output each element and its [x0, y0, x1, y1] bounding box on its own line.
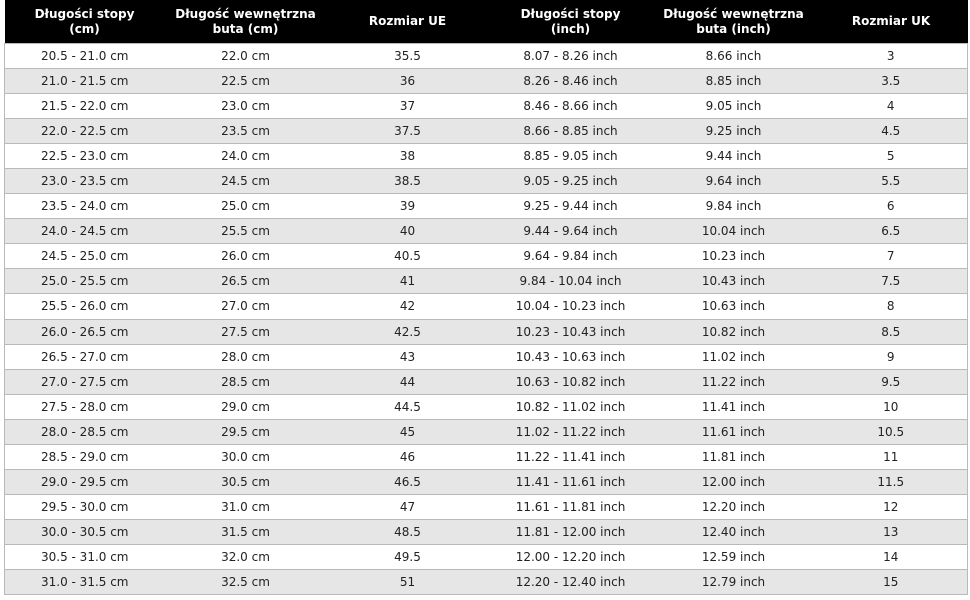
table-cell-inner-length-cm: 26.5 cm [165, 269, 327, 294]
table-cell-foot-length-cm: 27.0 - 27.5 cm [5, 369, 165, 394]
table-cell-foot-length-cm: 28.0 - 28.5 cm [5, 419, 165, 444]
column-header-line: Długości stopy [34, 6, 135, 21]
table-cell-inner-length-inch: 11.81 inch [653, 444, 815, 469]
table-cell-size-uk: 11.5 [815, 469, 968, 494]
table-cell-foot-length-inch: 8.66 - 8.85 inch [489, 119, 653, 144]
table-row [5, 419, 968, 444]
column-header-inner-length-cm [165, 0, 327, 44]
table-cell-foot-length-inch: 8.46 - 8.66 inch [489, 94, 653, 119]
table-cell-size-uk: 13 [815, 519, 968, 544]
table-cell-inner-length-cm: 31.5 cm [165, 519, 327, 544]
table-row [5, 469, 968, 494]
table-cell-foot-length-inch: 11.41 - 11.61 inch [489, 469, 653, 494]
table-cell-size-eu: 41 [327, 269, 489, 294]
column-header-line: Długość wewnętrzna [175, 6, 316, 21]
table-cell-foot-length-inch: 11.22 - 11.41 inch [489, 444, 653, 469]
table-cell-inner-length-inch: 9.84 inch [653, 194, 815, 219]
table-cell-foot-length-cm: 20.5 - 21.0 cm [5, 44, 165, 69]
table-cell-foot-length-inch: 8.07 - 8.26 inch [489, 44, 653, 69]
table-row [5, 394, 968, 419]
table-cell-inner-length-cm: 29.0 cm [165, 394, 327, 419]
table-cell-size-uk: 3 [815, 44, 968, 69]
table-cell-inner-length-inch: 10.23 inch [653, 244, 815, 269]
table-cell-inner-length-inch: 12.00 inch [653, 469, 815, 494]
table-row [5, 544, 968, 569]
table-cell-size-uk: 11 [815, 444, 968, 469]
table-cell-size-eu: 36 [327, 69, 489, 94]
table-cell-inner-length-cm: 22.0 cm [165, 44, 327, 69]
table-cell-inner-length-cm: 23.5 cm [165, 119, 327, 144]
table-cell-inner-length-inch: 11.61 inch [653, 419, 815, 444]
table-cell-size-eu: 48.5 [327, 519, 489, 544]
table-cell-inner-length-cm: 25.0 cm [165, 194, 327, 219]
column-header-line: buta (cm) [212, 21, 279, 36]
table-row [5, 219, 968, 244]
table-row [5, 519, 968, 544]
table-cell-inner-length-cm: 30.5 cm [165, 469, 327, 494]
table-cell-foot-length-cm: 29.0 - 29.5 cm [5, 469, 165, 494]
table-row [5, 144, 968, 169]
table-cell-foot-length-cm: 26.0 - 26.5 cm [5, 319, 165, 344]
table-cell-inner-length-cm: 32.5 cm [165, 569, 327, 594]
table-row [5, 194, 968, 219]
table-cell-foot-length-inch: 12.20 - 12.40 inch [489, 569, 653, 594]
table-cell-size-eu: 37 [327, 94, 489, 119]
table-cell-inner-length-cm: 27.5 cm [165, 319, 327, 344]
column-header-line: Rozmiar UE [368, 14, 447, 28]
table-cell-foot-length-inch: 8.26 - 8.46 inch [489, 69, 653, 94]
table-cell-inner-length-inch: 10.82 inch [653, 319, 815, 344]
table-row [5, 44, 968, 69]
table-cell-size-eu: 40 [327, 219, 489, 244]
table-cell-inner-length-inch: 9.44 inch [653, 144, 815, 169]
table-cell-size-uk: 8.5 [815, 319, 968, 344]
table-cell-foot-length-cm: 30.5 - 31.0 cm [5, 544, 165, 569]
header-row [5, 0, 968, 44]
table-cell-inner-length-inch: 9.64 inch [653, 169, 815, 194]
table-cell-foot-length-inch: 9.44 - 9.64 inch [489, 219, 653, 244]
table-cell-foot-length-inch: 9.84 - 10.04 inch [489, 269, 653, 294]
table-cell-foot-length-inch: 10.04 - 10.23 inch [489, 294, 653, 319]
table-row [5, 94, 968, 119]
table-cell-size-uk: 3.5 [815, 69, 968, 94]
table-cell-inner-length-cm: 31.0 cm [165, 494, 327, 519]
table-row [5, 569, 968, 594]
table-cell-inner-length-cm: 27.0 cm [165, 294, 327, 319]
table-cell-inner-length-inch: 11.22 inch [653, 369, 815, 394]
table-cell-size-uk: 9.5 [815, 369, 968, 394]
table-cell-foot-length-cm: 29.5 - 30.0 cm [5, 494, 165, 519]
table-cell-inner-length-cm: 26.0 cm [165, 244, 327, 269]
column-header-line: (inch) [550, 21, 591, 36]
column-header-line: buta (inch) [696, 21, 771, 36]
table-cell-foot-length-cm: 23.5 - 24.0 cm [5, 194, 165, 219]
column-header-line: Długości stopy [520, 6, 621, 21]
table-cell-foot-length-cm: 25.5 - 26.0 cm [5, 294, 165, 319]
table-row [5, 269, 968, 294]
table-row [5, 169, 968, 194]
table-cell-foot-length-cm: 27.5 - 28.0 cm [5, 394, 165, 419]
table-cell-foot-length-inch: 10.23 - 10.43 inch [489, 319, 653, 344]
table-cell-inner-length-inch: 12.20 inch [653, 494, 815, 519]
table-row [5, 294, 968, 319]
table-cell-inner-length-inch: 8.66 inch [653, 44, 815, 69]
column-header-line: Długość wewnętrzna [663, 6, 804, 21]
table-cell-size-eu: 42 [327, 294, 489, 319]
table-cell-inner-length-cm: 30.0 cm [165, 444, 327, 469]
table-cell-inner-length-inch: 9.25 inch [653, 119, 815, 144]
column-header-inner-length-inch [653, 0, 815, 44]
table-cell-foot-length-inch: 8.85 - 9.05 inch [489, 144, 653, 169]
table-cell-inner-length-cm: 22.5 cm [165, 69, 327, 94]
table-cell-size-uk: 8 [815, 294, 968, 319]
table-cell-foot-length-inch: 10.43 - 10.63 inch [489, 344, 653, 369]
table-cell-foot-length-cm: 21.0 - 21.5 cm [5, 69, 165, 94]
table-cell-foot-length-cm: 28.5 - 29.0 cm [5, 444, 165, 469]
table-cell-size-uk: 5.5 [815, 169, 968, 194]
table-cell-size-eu: 38 [327, 144, 489, 169]
table-row [5, 494, 968, 519]
table-cell-size-uk: 10 [815, 394, 968, 419]
table-cell-size-uk: 6.5 [815, 219, 968, 244]
table-cell-inner-length-inch: 8.85 inch [653, 69, 815, 94]
table-cell-size-eu: 44.5 [327, 394, 489, 419]
table-cell-size-eu: 42.5 [327, 319, 489, 344]
table-cell-size-eu: 38.5 [327, 169, 489, 194]
table-cell-foot-length-cm: 24.5 - 25.0 cm [5, 244, 165, 269]
table-cell-foot-length-cm: 22.5 - 23.0 cm [5, 144, 165, 169]
table-cell-foot-length-inch: 10.82 - 11.02 inch [489, 394, 653, 419]
table-cell-size-eu: 37.5 [327, 119, 489, 144]
table-cell-inner-length-inch: 10.04 inch [653, 219, 815, 244]
table-cell-foot-length-cm: 24.0 - 24.5 cm [5, 219, 165, 244]
table-cell-size-eu: 49.5 [327, 544, 489, 569]
table-header [5, 0, 968, 44]
table-cell-inner-length-cm: 32.0 cm [165, 544, 327, 569]
table-cell-size-uk: 6 [815, 194, 968, 219]
table-cell-size-eu: 44 [327, 369, 489, 394]
table-cell-inner-length-inch: 12.59 inch [653, 544, 815, 569]
table-cell-size-uk: 10.5 [815, 419, 968, 444]
table-cell-foot-length-cm: 22.0 - 22.5 cm [5, 119, 165, 144]
table-cell-inner-length-inch: 10.63 inch [653, 294, 815, 319]
table-cell-foot-length-inch: 11.61 - 11.81 inch [489, 494, 653, 519]
table-cell-size-eu: 39 [327, 194, 489, 219]
table-cell-inner-length-cm: 28.0 cm [165, 344, 327, 369]
table-row [5, 444, 968, 469]
table-cell-foot-length-cm: 31.0 - 31.5 cm [5, 569, 165, 594]
table-cell-size-uk: 4 [815, 94, 968, 119]
table-cell-size-eu: 43 [327, 344, 489, 369]
table-cell-inner-length-inch: 12.79 inch [653, 569, 815, 594]
table-cell-size-eu: 35.5 [327, 44, 489, 69]
column-header-foot-length-inch [489, 0, 653, 44]
table-cell-size-uk: 7 [815, 244, 968, 269]
table-cell-size-uk: 5 [815, 144, 968, 169]
table-cell-inner-length-inch: 11.02 inch [653, 344, 815, 369]
table-cell-size-uk: 15 [815, 569, 968, 594]
table-cell-foot-length-inch: 9.05 - 9.25 inch [489, 169, 653, 194]
table-cell-foot-length-cm: 23.0 - 23.5 cm [5, 169, 165, 194]
table-row [5, 69, 968, 94]
table-cell-inner-length-cm: 29.5 cm [165, 419, 327, 444]
table-cell-inner-length-inch: 11.41 inch [653, 394, 815, 419]
table-cell-inner-length-cm: 28.5 cm [165, 369, 327, 394]
table-cell-foot-length-cm: 25.0 - 25.5 cm [5, 269, 165, 294]
column-header-foot-length-cm [5, 0, 165, 44]
column-header-line: (cm) [69, 21, 100, 36]
table-row [5, 119, 968, 144]
table-cell-inner-length-cm: 24.5 cm [165, 169, 327, 194]
table-cell-inner-length-cm: 23.0 cm [165, 94, 327, 119]
size-chart [4, 0, 967, 597]
column-header-line: Rozmiar UK [851, 14, 931, 28]
size-table [4, 0, 968, 595]
table-row [5, 319, 968, 344]
column-header-size-uk [815, 0, 968, 44]
table-cell-inner-length-cm: 24.0 cm [165, 144, 327, 169]
table-cell-foot-length-inch: 9.64 - 9.84 inch [489, 244, 653, 269]
table-cell-size-eu: 47 [327, 494, 489, 519]
table-cell-foot-length-cm: 21.5 - 22.0 cm [5, 94, 165, 119]
table-cell-size-uk: 4.5 [815, 119, 968, 144]
table-cell-foot-length-inch: 10.63 - 10.82 inch [489, 369, 653, 394]
table-cell-inner-length-inch: 12.40 inch [653, 519, 815, 544]
table-row [5, 344, 968, 369]
table-row [5, 244, 968, 269]
table-cell-size-eu: 45 [327, 419, 489, 444]
table-cell-size-uk: 12 [815, 494, 968, 519]
table-cell-foot-length-inch: 11.81 - 12.00 inch [489, 519, 653, 544]
table-cell-size-uk: 7.5 [815, 269, 968, 294]
table-cell-size-eu: 51 [327, 569, 489, 594]
table-cell-size-uk: 9 [815, 344, 968, 369]
table-cell-foot-length-inch: 11.02 - 11.22 inch [489, 419, 653, 444]
table-cell-foot-length-cm: 30.0 - 30.5 cm [5, 519, 165, 544]
table-cell-foot-length-inch: 12.00 - 12.20 inch [489, 544, 653, 569]
table-row [5, 369, 968, 394]
table-cell-size-uk: 14 [815, 544, 968, 569]
table-cell-foot-length-cm: 26.5 - 27.0 cm [5, 344, 165, 369]
table-cell-size-eu: 40.5 [327, 244, 489, 269]
column-header-size-eu [327, 0, 489, 44]
table-cell-inner-length-cm: 25.5 cm [165, 219, 327, 244]
table-cell-foot-length-inch: 9.25 - 9.44 inch [489, 194, 653, 219]
table-cell-size-eu: 46.5 [327, 469, 489, 494]
table-body [5, 44, 968, 595]
table-cell-inner-length-inch: 9.05 inch [653, 94, 815, 119]
table-cell-size-eu: 46 [327, 444, 489, 469]
table-cell-inner-length-inch: 10.43 inch [653, 269, 815, 294]
